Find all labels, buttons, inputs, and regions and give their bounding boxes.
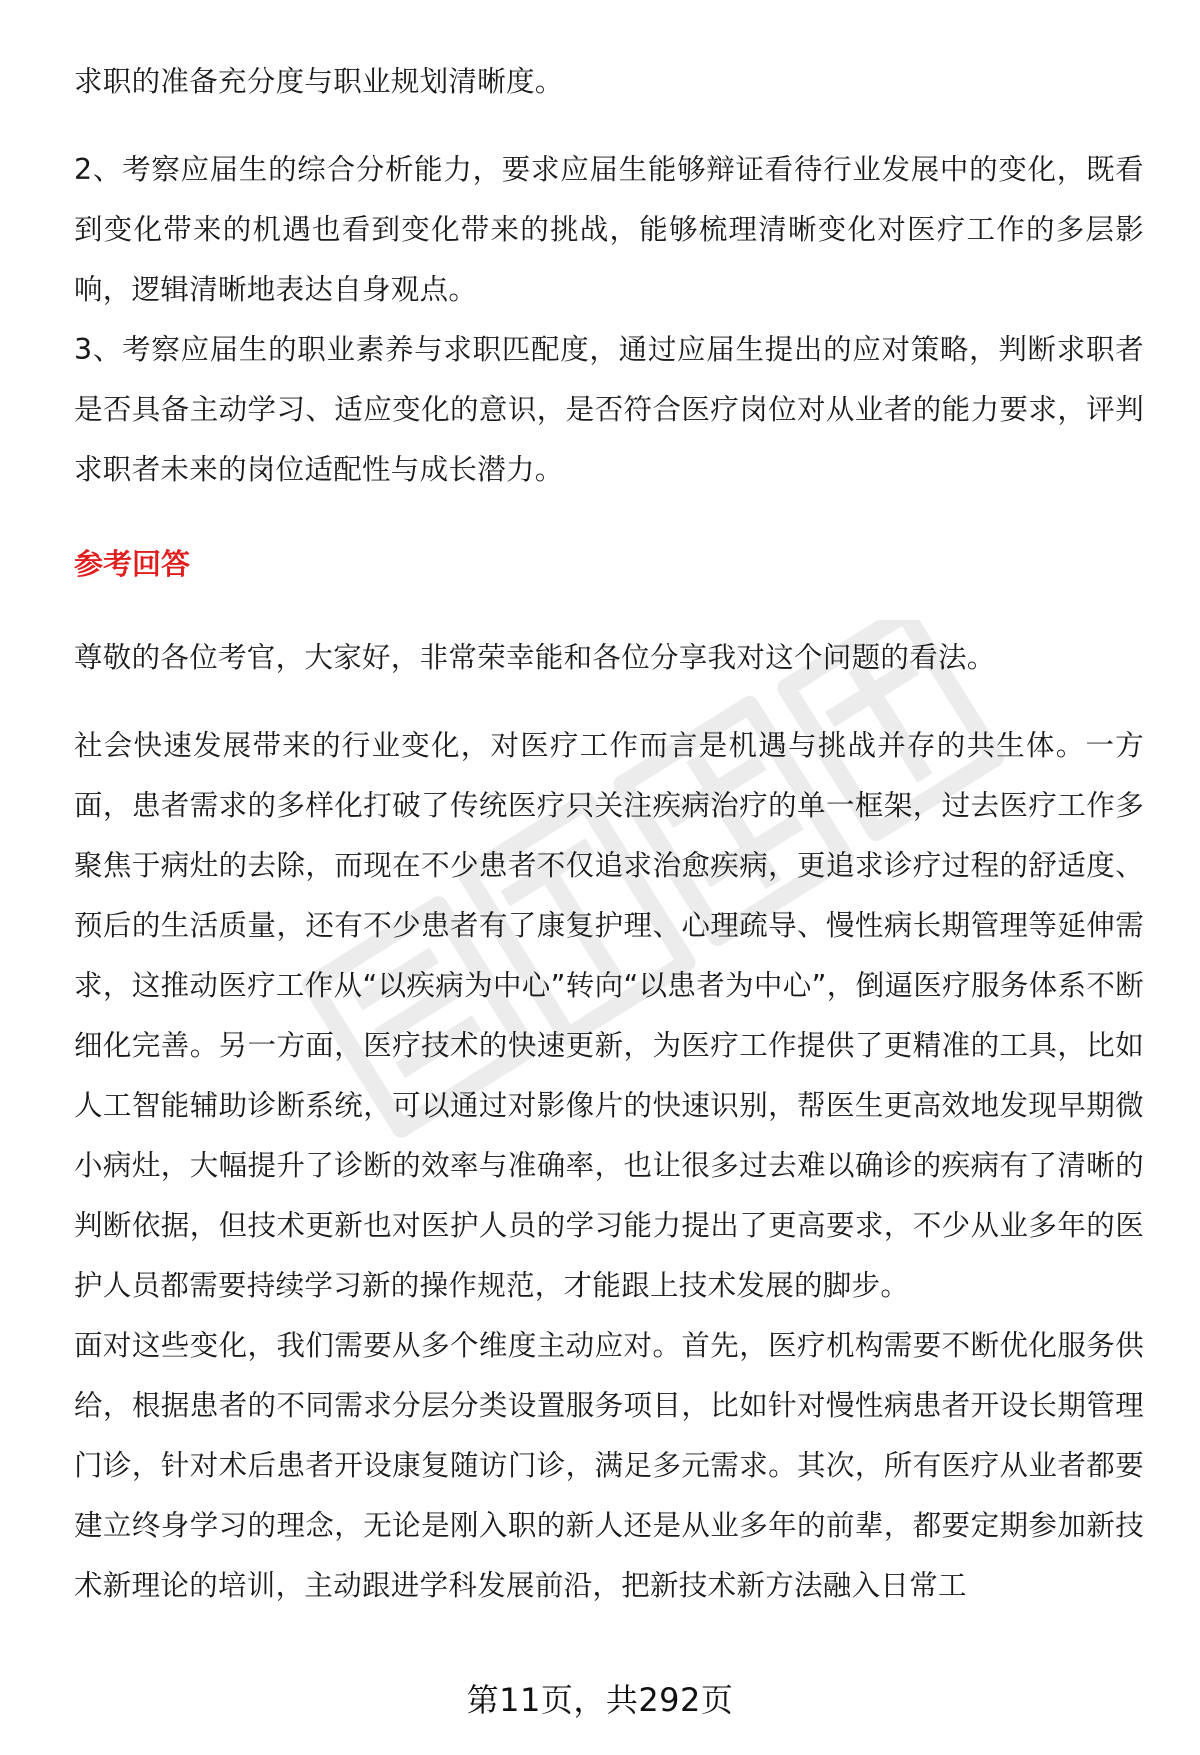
paragraph-analysis: 社会快速发展带来的行业变化，对医疗工作而言是机遇与挑战并存的共生体。一方面，患者需求的多样化打破了传统医疗只关注疾病治疗的单一框架，过去医疗工作多聚焦于病灶的去除，而现在不少患者不仅追求治愈疾病，更追求诊疗过程的舒适度、预后的生活质量，还有不少患者有了康复护理、心理疏导、慢性病长期管理等延伸需求，这推动医疗工作从“以疾病为中心”转向“以患者为中心”，倒逼医疗服务体系不断细化完善。另一方面，医疗技术的快速更新，为医疗工作提供了更精准的工具，比如人工智能辅助诊断系统，可以通过对影像片的快速识别，帮医生更高效地发现早期微小病灶，大幅提升了诊断的效率与准确率，也让很多过去难以确诊的疾病有了清晰的判断依据，但技术更新也对医护人员的学习能力提出了更高要求，不少从业多年的医护人员都需要持续学习新的操作规范，才能跟上技术发展的脚步。	[74, 729, 1144, 1302]
section-heading-reference-answer: 参考回答	[74, 547, 191, 581]
paragraph-greeting: 尊敬的各位考官，大家好，非常荣幸能和各位分享我对这个问题的看法。	[74, 641, 996, 674]
paragraph-point-3: 3、考察应届生的职业素养与求职匹配度，通过应届生提出的应对策略，判断求职者是否具备主动学习、适应变化的意识，是否符合医疗岗位对从业者的能力要求，评判求职者未来的岗位适配性与成长潜力。	[74, 333, 1144, 486]
document-body	[74, 52, 1144, 1616]
page-number-footer: 第11页，共292页	[466, 1681, 734, 1719]
paragraph-point-2: 2、考察应届生的综合分析能力，要求应届生能够辩证看待行业发展中的变化，既看到变化带来的机遇也看到变化带来的挑战，能够梳理清晰变化对医疗工作的多层影响，逻辑清晰地表达自身观点。	[74, 153, 1144, 306]
paragraph-continuation: 求职的准备充分度与职业规划清晰度。	[74, 65, 564, 98]
paragraph-response: 面对这些变化，我们需要从多个维度主动应对。首先，医疗机构需要不断优化服务供给，根据患者的不同需求分层分类设置服务项目，比如针对慢性病患者开设长期管理门诊，针对术后患者开设康复随访门诊，满足多元需求。其次，所有医疗从业者都要建立终身学习的理念，无论是刚入职的新人还是从业多年的前辈，都要定期参加新技术新理论的培训，主动跟进学科发展前沿，把新技术新方法融入日常工	[74, 1329, 1144, 1602]
